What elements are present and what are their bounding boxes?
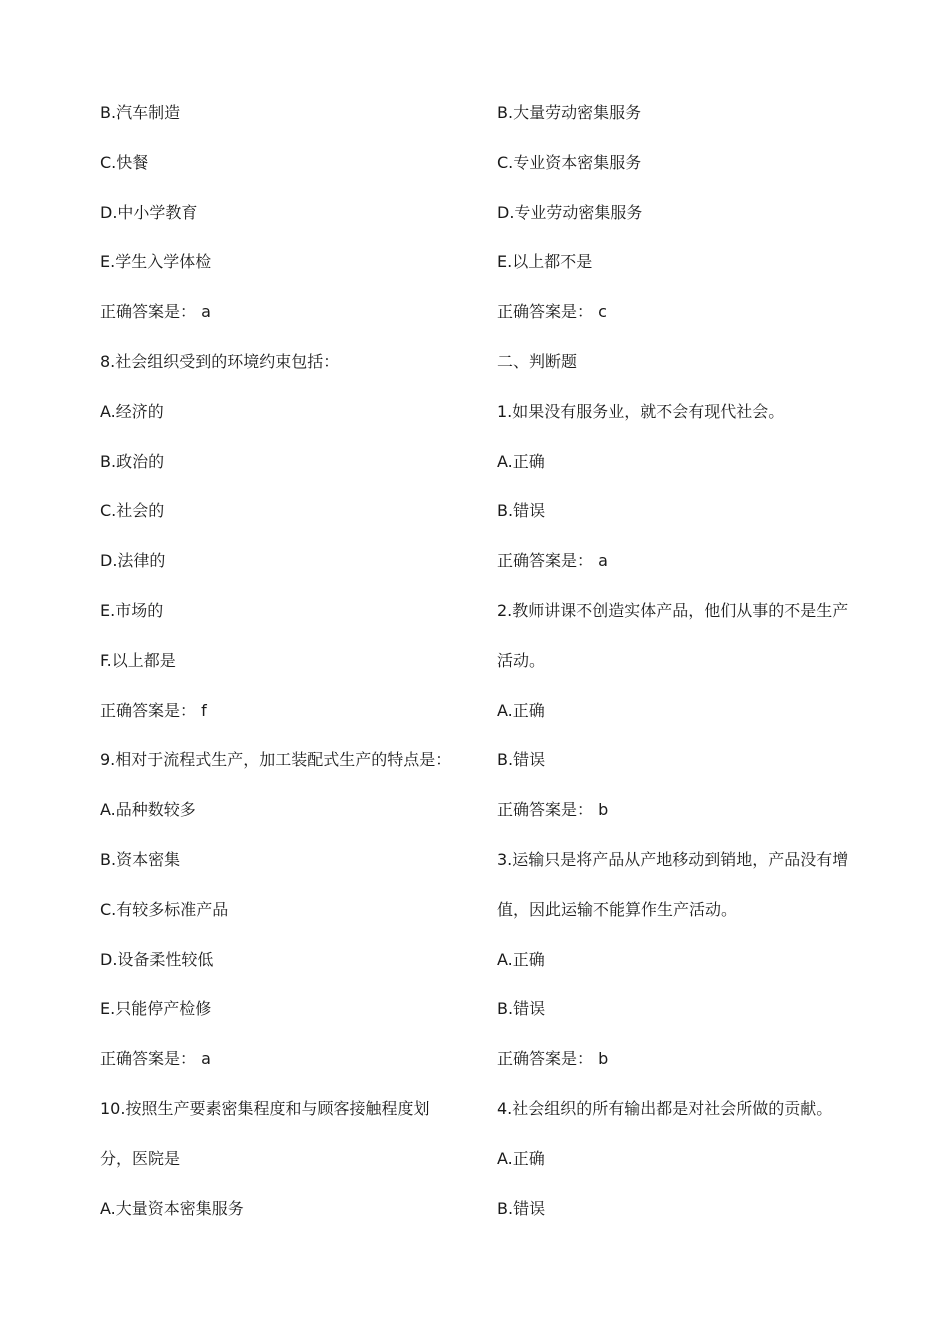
option-line: D.专业劳动密集服务 <box>497 202 643 222</box>
option-line: B.错误 <box>497 750 546 770</box>
question-line: 2.教师讲课不创造实体产品，他们从事的不是生产 <box>497 600 849 620</box>
text-line: C.快餐 <box>100 152 149 172</box>
option-line: A.正确 <box>497 451 545 471</box>
option-line: B.错误 <box>497 1198 546 1218</box>
question-line: 值，因此运输不能算作生产活动。 <box>497 899 738 919</box>
answer-line: 正确答案是： b <box>497 1049 609 1069</box>
option-line: B.错误 <box>497 501 546 521</box>
option-line: C.专业资本密集服务 <box>497 152 642 172</box>
right-column <box>497 88 869 1233</box>
answer-line: 正确答案是： a <box>100 1049 211 1069</box>
option-line: A.正确 <box>497 1148 545 1168</box>
answer-line: 正确答案是： a <box>497 551 608 571</box>
option-line: D.设备柔性较低 <box>100 949 214 969</box>
question-line: 3.运输只是将产品从产地移动到销地，产品没有增 <box>497 849 849 869</box>
option-line: B.资本密集 <box>100 849 181 869</box>
option-line: A.大量资本密集服务 <box>100 1198 244 1218</box>
option-line: D.法律的 <box>100 551 166 571</box>
answer-line: 正确答案是： a <box>100 302 211 322</box>
option-line: A.经济的 <box>100 401 164 421</box>
answer-line: 正确答案是： b <box>497 800 609 820</box>
option-line: E.只能停产检修 <box>100 999 212 1019</box>
option-line: C.社会的 <box>100 501 165 521</box>
question-line: 9.相对于流程式生产，加工装配式生产的特点是： <box>100 750 452 770</box>
option-line: A.品种数较多 <box>100 800 196 820</box>
text-line: E.学生入学体检 <box>100 252 212 272</box>
answer-line: 正确答案是： f <box>100 700 207 720</box>
option-line: E.市场的 <box>100 600 164 620</box>
option-line: B.政治的 <box>100 451 165 471</box>
option-line: A.正确 <box>497 700 545 720</box>
option-line: F.以上都是 <box>100 650 176 670</box>
option-line: A.正确 <box>497 949 545 969</box>
text-line: B.汽车制造 <box>100 103 181 122</box>
question-line: 分，医院是 <box>100 1148 181 1168</box>
question-line: 1.如果没有服务业，就不会有现代社会。 <box>497 401 785 421</box>
option-line: B.大量劳动密集服务 <box>497 103 642 122</box>
question-line: 活动。 <box>497 650 546 670</box>
answer-line: 正确答案是： c <box>497 302 607 322</box>
section-heading: 二、判断题 <box>497 351 578 371</box>
option-line: E.以上都不是 <box>497 252 593 272</box>
option-line: B.错误 <box>497 999 546 1019</box>
question-line: 4.社会组织的所有输出都是对社会所做的贡献。 <box>497 1098 833 1118</box>
question-line: 8.社会组织受到的环境约束包括： <box>100 351 340 371</box>
text-line: D.中小学教育 <box>100 202 198 222</box>
option-line: C.有较多标准产品 <box>100 899 229 919</box>
left-column <box>100 88 472 1233</box>
question-line: 10.按照生产要素密集程度和与顾客接触程度划 <box>100 1098 430 1118</box>
